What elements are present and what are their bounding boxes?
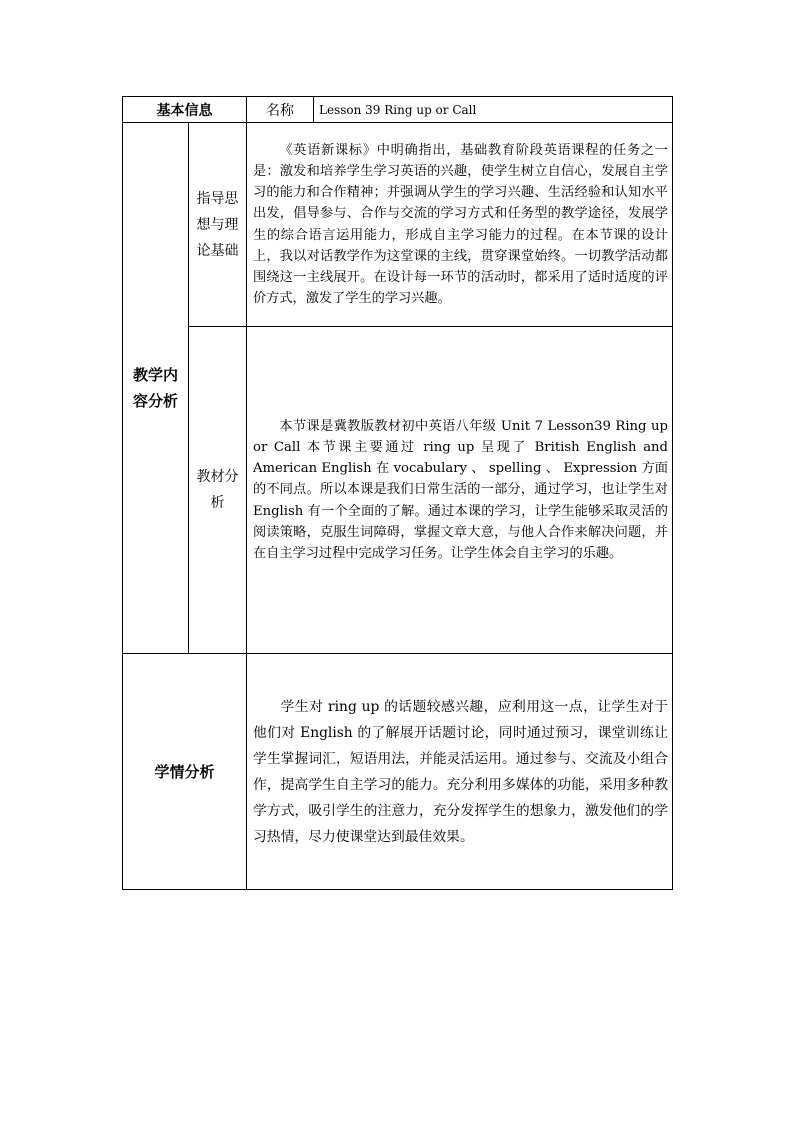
material-analysis-label: 教材分析 (189, 327, 247, 654)
student-analysis-label: 学情分析 (123, 654, 247, 890)
material-analysis-text: 本节课是冀教版教材初中英语八年级 Unit 7 Lesson39 Ring up or Call 本节课主要通过 ring up 呈现了 British English and American English 在 vocabulary 、 spelling 、 Expression 方面的不同点。所以本课是我们日常生活的一部分，通过学习，也让学生对 English 有一个全面的了解。通过本课的学习，让学生能够采取灵活的阅读策略，克服生词障碍，掌握文章大意，与他人合作来解决问题，并在自主学习过程中完成学习任务。让学生体会自主学习的乐趣。 (247, 327, 673, 654)
guiding-theory-text: 《英语新课标》中明确指出，基础教育阶段英语课程的任务之一是：激发和培养学生学习英语的兴趣，使学生树立自信心，发展自主学习的能力和合作精神；并强调从学生的学习兴趣、生活经验和认知水平出发，倡导参与、合作与交流的学习方式和任务型的教学途径，发展学生的综合语言运用能力，形成自主学习能力的过程。在本节课的设计上，我以对话教学作为这堂课的主线，贯穿课堂始终。一切教学活动都围绕这一主线展开。在设计每一环节的活动时，都采用了适时适度的评价方式，激发了学生的学习兴趣。 (247, 123, 673, 327)
name-label: 名称 (247, 97, 314, 123)
student-analysis-text: 学生对 ring up 的话题较感兴趣，应利用这一点，让学生对于他们对 English 的了解展开话题讨论，同时通过预习，课堂训练让学生掌握词汇，短语用法，并能灵活运用。通过参与、交流及小组合作，提高学生自主学习的能力。充分利用多媒体的功能，采用多种教学方式，吸引学生的注意力，充分发挥学生的想象力，激发他们的学习热情，尽力使课堂达到最佳效果。 (247, 654, 673, 890)
guiding-theory-label: 指导思想与理论基础 (189, 123, 247, 327)
basic-info-label: 基本信息 (123, 97, 247, 123)
lesson-title: Lesson 39 Ring up or Call (314, 97, 673, 123)
lesson-plan-table (122, 96, 673, 890)
teaching-content-label: 教学内容分析 (123, 123, 189, 654)
